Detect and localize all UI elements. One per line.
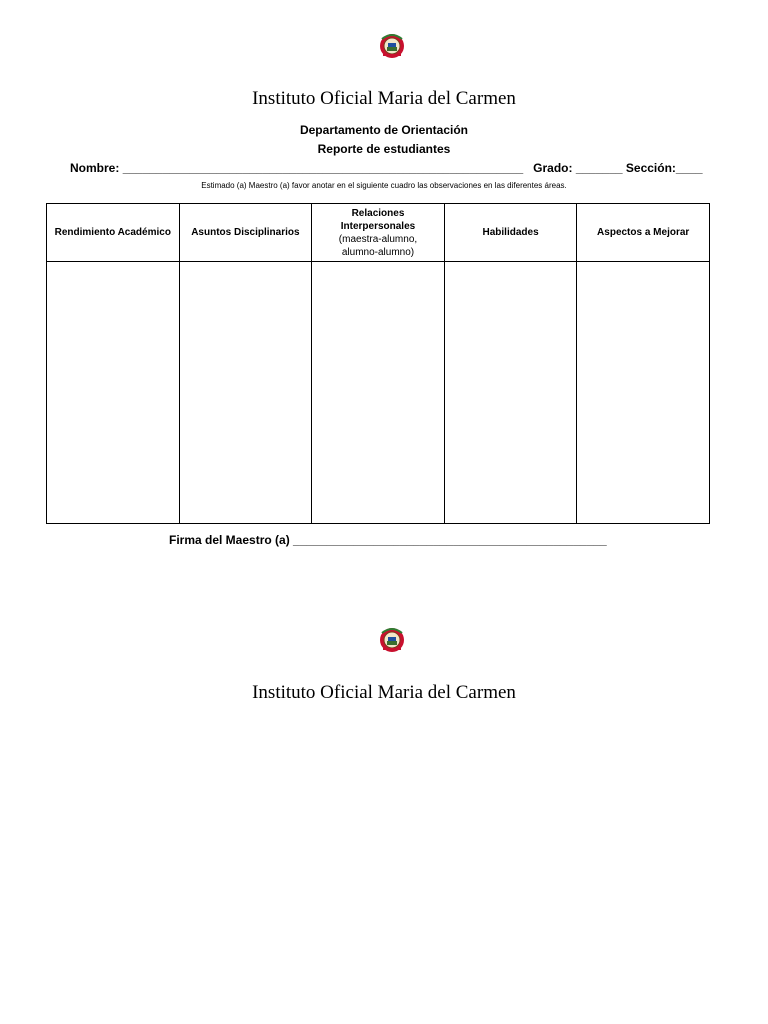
- name-field[interactable]: ____________________________________________________________: [122, 161, 524, 175]
- column-header: Rendimiento Académico: [47, 204, 180, 262]
- habilidades-cell[interactable]: [444, 262, 577, 524]
- student-info-line: [70, 161, 703, 176]
- name-label: Nombre:: [70, 161, 120, 175]
- grade-field[interactable]: _______: [575, 161, 623, 175]
- relaciones-cell[interactable]: [312, 262, 445, 524]
- signature-line: [169, 533, 607, 548]
- signature-field[interactable]: _______________________________________________: [293, 533, 607, 547]
- column-header-detail: (maestra-alumno,: [338, 233, 418, 245]
- report-title: Reporte de estudiantes: [317, 142, 451, 156]
- aspectos-cell[interactable]: [577, 262, 710, 524]
- table-row: [47, 262, 710, 524]
- column-header: Habilidades: [444, 204, 577, 262]
- column-header-detail: alumno-alumno): [341, 246, 415, 258]
- school-crest-icon: [376, 30, 408, 62]
- signature-label: Firma del Maestro (a): [169, 533, 290, 547]
- rendimiento-cell[interactable]: [47, 262, 180, 524]
- section-label: Sección:: [625, 161, 676, 175]
- department-title: Departamento de Orientación: [299, 123, 469, 137]
- school-crest-icon: [376, 624, 408, 656]
- table-header-row: [47, 204, 710, 262]
- grade-label: Grado:: [533, 161, 573, 175]
- disciplinarios-cell[interactable]: [179, 262, 312, 524]
- section-field[interactable]: ____: [675, 161, 703, 175]
- instructions-text: Estimado (a) Maestro (a) favor anotar en el siguiente cuadro las observaciones en las diferentes áreas.: [201, 181, 567, 190]
- observations-table: [46, 203, 710, 524]
- column-header: Asuntos Disciplinarios: [179, 204, 312, 262]
- column-header: Aspectos a Mejorar: [577, 204, 710, 262]
- column-header-title: Relaciones Interpersonales: [340, 207, 416, 232]
- institution-title: Instituto Oficial Maria del Carmen: [252, 88, 516, 109]
- column-header: [312, 204, 445, 262]
- institution-title: Instituto Oficial Maria del Carmen: [252, 682, 516, 703]
